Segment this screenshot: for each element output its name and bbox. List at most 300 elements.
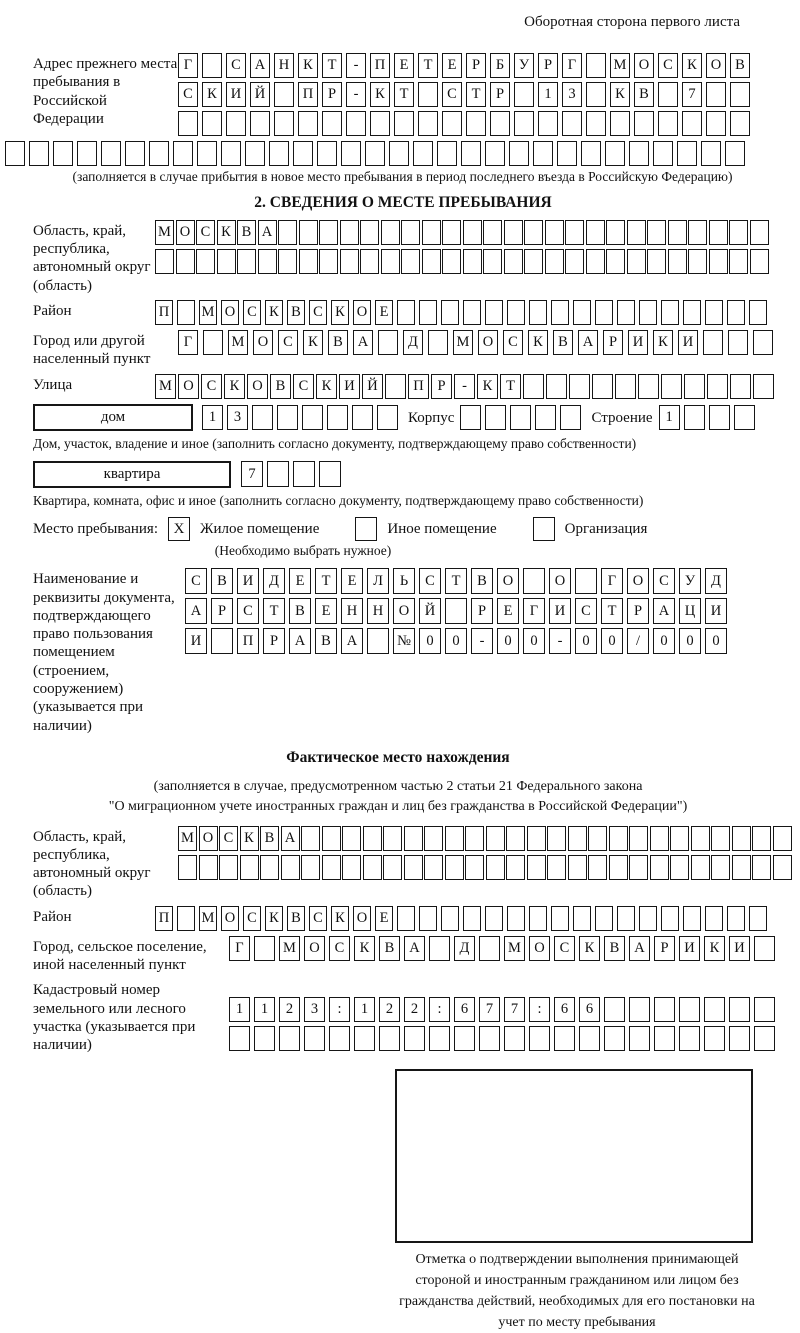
prev-address-line4 bbox=[5, 141, 788, 166]
form-cell bbox=[586, 82, 606, 107]
form-cell bbox=[413, 141, 433, 166]
form-cell: К bbox=[265, 906, 283, 931]
form-cell bbox=[586, 249, 605, 274]
form-cell bbox=[629, 855, 648, 880]
form-cell: 0 bbox=[705, 628, 727, 654]
form-cell bbox=[568, 826, 587, 851]
form-cell: В bbox=[315, 628, 337, 654]
form-cell: К bbox=[331, 906, 349, 931]
form-cell bbox=[363, 855, 382, 880]
form-cell bbox=[650, 826, 669, 851]
form-cell: С bbox=[554, 936, 575, 961]
form-cell bbox=[101, 141, 121, 166]
form-cell bbox=[485, 141, 505, 166]
form-cell: В bbox=[604, 936, 625, 961]
form-cell: 7 bbox=[682, 82, 702, 107]
form-cell: Е bbox=[442, 53, 462, 78]
form-cell: Г bbox=[562, 53, 582, 78]
form-cell bbox=[217, 249, 236, 274]
checkbox-inoe bbox=[355, 517, 377, 541]
form-cell: 2 bbox=[279, 997, 300, 1022]
form-cell bbox=[677, 141, 697, 166]
form-cell: Р bbox=[211, 598, 233, 624]
form-cell bbox=[507, 300, 525, 325]
form-cell bbox=[299, 249, 318, 274]
form-cell: С bbox=[503, 330, 523, 355]
form-cell bbox=[617, 300, 635, 325]
form-cell bbox=[178, 111, 198, 136]
form-cell bbox=[711, 855, 730, 880]
form-cell bbox=[730, 111, 750, 136]
form-cell bbox=[606, 220, 625, 245]
form-cell: М bbox=[199, 300, 217, 325]
form-cell bbox=[125, 141, 145, 166]
prev-address-block bbox=[33, 53, 788, 136]
form-cell: И bbox=[679, 936, 700, 961]
form-cell: К bbox=[265, 300, 283, 325]
region-line2 bbox=[155, 249, 769, 274]
form-cell bbox=[465, 855, 484, 880]
form-cell bbox=[557, 141, 577, 166]
form-cell bbox=[197, 141, 217, 166]
form-cell bbox=[670, 855, 689, 880]
form-cell: П bbox=[408, 374, 429, 399]
form-cell: М bbox=[178, 826, 197, 851]
form-cell bbox=[340, 220, 359, 245]
form-cell: Д bbox=[705, 568, 727, 594]
form-cell: И bbox=[729, 936, 750, 961]
form-cell bbox=[267, 461, 289, 487]
form-cell bbox=[753, 374, 774, 399]
form-cell bbox=[610, 111, 630, 136]
form-cell bbox=[490, 111, 510, 136]
form-cell bbox=[658, 111, 678, 136]
form-cell bbox=[533, 141, 553, 166]
korpus-label: Корпус bbox=[408, 410, 455, 427]
form-cell: С bbox=[442, 82, 462, 107]
form-cell bbox=[609, 826, 628, 851]
form-cell bbox=[486, 826, 505, 851]
form-cell bbox=[604, 997, 625, 1022]
form-cell bbox=[445, 826, 464, 851]
form-cell: 0 bbox=[653, 628, 675, 654]
form-cell bbox=[479, 1026, 500, 1051]
form-cell: П bbox=[237, 628, 259, 654]
form-cell: 2 bbox=[404, 997, 425, 1022]
form-cell: К bbox=[579, 936, 600, 961]
form-cell bbox=[554, 1026, 575, 1051]
form-cell: П bbox=[370, 53, 390, 78]
form-cell bbox=[454, 1026, 475, 1051]
form-cell bbox=[684, 405, 705, 430]
form-cell: 0 bbox=[445, 628, 467, 654]
form-cell bbox=[506, 855, 525, 880]
form-cell bbox=[196, 249, 215, 274]
form-cell bbox=[485, 405, 506, 430]
form-cell: С bbox=[293, 374, 314, 399]
form-cell bbox=[419, 300, 437, 325]
factual-city-label: Город, сельское поселение, иной населенный пункт bbox=[33, 938, 207, 974]
form-cell bbox=[647, 249, 666, 274]
form-cell: П bbox=[155, 300, 173, 325]
form-cell: А bbox=[404, 936, 425, 961]
form-cell: О bbox=[221, 906, 239, 931]
form-cell bbox=[727, 300, 745, 325]
form-cell bbox=[428, 330, 448, 355]
form-cell: : bbox=[429, 997, 450, 1022]
form-cell: 0 bbox=[523, 628, 545, 654]
form-cell: В bbox=[270, 374, 291, 399]
form-cell bbox=[579, 1026, 600, 1051]
form-cell bbox=[322, 855, 341, 880]
form-cell: Н bbox=[274, 53, 294, 78]
form-cell bbox=[661, 300, 679, 325]
form-cell: Р bbox=[322, 82, 342, 107]
form-cell bbox=[711, 826, 730, 851]
form-cell: О bbox=[706, 53, 726, 78]
form-cell bbox=[377, 405, 398, 430]
form-cell: 0 bbox=[419, 628, 441, 654]
form-cell: О bbox=[221, 300, 239, 325]
form-cell bbox=[381, 220, 400, 245]
form-cell bbox=[370, 111, 390, 136]
form-cell: - bbox=[549, 628, 571, 654]
form-cell: Н bbox=[341, 598, 363, 624]
form-cell bbox=[729, 220, 748, 245]
prev-address-cells bbox=[178, 53, 750, 136]
form-cell: Т bbox=[315, 568, 337, 594]
city-block bbox=[33, 330, 788, 369]
form-cell bbox=[173, 141, 193, 166]
form-cell bbox=[250, 111, 270, 136]
form-cell: - bbox=[454, 374, 475, 399]
form-cell bbox=[463, 249, 482, 274]
form-cell: 0 bbox=[575, 628, 597, 654]
form-cell bbox=[670, 826, 689, 851]
form-cell: К bbox=[202, 82, 222, 107]
form-cell bbox=[177, 906, 195, 931]
form-cell bbox=[629, 1026, 650, 1051]
region-block bbox=[33, 220, 788, 295]
form-cell bbox=[705, 906, 723, 931]
form-cell bbox=[29, 141, 49, 166]
form-cell bbox=[729, 1026, 750, 1051]
form-cell: Ц bbox=[679, 598, 701, 624]
form-cell bbox=[727, 906, 745, 931]
form-cell bbox=[341, 141, 361, 166]
form-cell: С bbox=[243, 300, 261, 325]
form-cell bbox=[581, 141, 601, 166]
form-cell bbox=[441, 906, 459, 931]
form-cell bbox=[661, 906, 679, 931]
form-cell bbox=[551, 906, 569, 931]
form-cell bbox=[279, 1026, 300, 1051]
form-cell: Н bbox=[367, 598, 389, 624]
cadastre-block bbox=[33, 979, 788, 1054]
form-cell: Е bbox=[375, 906, 393, 931]
house-cells bbox=[202, 405, 398, 430]
form-cell bbox=[634, 111, 654, 136]
form-cell: 1 bbox=[538, 82, 558, 107]
form-cell: В bbox=[237, 220, 256, 245]
form-cell: : bbox=[529, 997, 550, 1022]
form-cell: М bbox=[610, 53, 630, 78]
form-cell: Е bbox=[375, 300, 393, 325]
form-cell bbox=[299, 220, 318, 245]
form-cell bbox=[260, 855, 279, 880]
form-cell bbox=[483, 249, 502, 274]
form-cell: О bbox=[549, 568, 571, 594]
form-cell: Р bbox=[431, 374, 452, 399]
form-cell bbox=[504, 1026, 525, 1051]
house-row bbox=[33, 404, 788, 431]
form-cell: Е bbox=[341, 568, 363, 594]
form-cell: Е bbox=[315, 598, 337, 624]
form-cell bbox=[538, 111, 558, 136]
form-cell: С bbox=[185, 568, 207, 594]
form-cell bbox=[203, 330, 223, 355]
form-cell: О bbox=[353, 906, 371, 931]
form-cell: С bbox=[278, 330, 298, 355]
city-line bbox=[178, 330, 773, 355]
form-cell: А bbox=[629, 936, 650, 961]
district-label: Район bbox=[33, 303, 72, 320]
form-cell: О bbox=[253, 330, 273, 355]
form-cell bbox=[573, 906, 591, 931]
form-cell: - bbox=[346, 82, 366, 107]
form-cell bbox=[752, 855, 771, 880]
form-cell bbox=[293, 141, 313, 166]
form-cell bbox=[705, 300, 723, 325]
form-cell bbox=[529, 1026, 550, 1051]
form-cell: 7 bbox=[479, 997, 500, 1022]
form-cell: С bbox=[329, 936, 350, 961]
form-cell bbox=[442, 249, 461, 274]
form-cell: С bbox=[658, 53, 678, 78]
form-cell bbox=[627, 220, 646, 245]
stamp-area bbox=[395, 1069, 759, 1333]
form-cell bbox=[317, 141, 337, 166]
form-cell bbox=[575, 568, 597, 594]
form-cell bbox=[728, 330, 748, 355]
form-cell bbox=[302, 405, 323, 430]
form-cell bbox=[514, 82, 534, 107]
form-cell bbox=[754, 936, 775, 961]
form-cell bbox=[688, 220, 707, 245]
form-cell bbox=[441, 300, 459, 325]
form-cell bbox=[422, 249, 441, 274]
form-cell: В bbox=[553, 330, 573, 355]
place-type-note: (Необходимо выбрать нужное) bbox=[214, 543, 392, 559]
street-line bbox=[155, 374, 774, 399]
apartment-cells bbox=[241, 461, 341, 487]
form-cell bbox=[342, 855, 361, 880]
form-cell bbox=[354, 1026, 375, 1051]
form-cell: Д bbox=[454, 936, 475, 961]
form-cell: А bbox=[185, 598, 207, 624]
form-cell bbox=[322, 826, 341, 851]
form-cell bbox=[383, 826, 402, 851]
stamp-caption: Отметка о подтверждении выполнения принимающей стороной и иностранным гражданином или лицом без гражданства действий, необходимых для его постановки на учет по месту пребывания bbox=[399, 1251, 755, 1330]
form-cell bbox=[615, 374, 636, 399]
form-cell bbox=[754, 1026, 775, 1051]
form-cell bbox=[463, 300, 481, 325]
form-cell: К bbox=[653, 330, 673, 355]
form-cell bbox=[661, 374, 682, 399]
checkbox-zhiloe: X bbox=[168, 517, 190, 541]
form-cell: И bbox=[226, 82, 246, 107]
form-cell bbox=[424, 826, 443, 851]
form-cell bbox=[319, 220, 338, 245]
form-cell: С bbox=[309, 906, 327, 931]
form-cell bbox=[394, 111, 414, 136]
form-cell bbox=[639, 300, 657, 325]
form-cell bbox=[149, 141, 169, 166]
form-cell: И bbox=[549, 598, 571, 624]
form-cell: М bbox=[155, 374, 176, 399]
form-cell: Р bbox=[471, 598, 493, 624]
form-cell bbox=[319, 461, 341, 487]
form-cell bbox=[258, 249, 277, 274]
form-cell bbox=[301, 826, 320, 851]
form-cell: Г bbox=[601, 568, 623, 594]
form-cell bbox=[527, 855, 546, 880]
form-cell bbox=[647, 220, 666, 245]
form-cell bbox=[629, 141, 649, 166]
form-cell bbox=[274, 111, 294, 136]
form-cell bbox=[529, 906, 547, 931]
form-cell: 3 bbox=[562, 82, 582, 107]
form-cell: 1 bbox=[229, 997, 250, 1022]
form-cell: О bbox=[478, 330, 498, 355]
form-cell bbox=[734, 405, 755, 430]
form-cell bbox=[219, 855, 238, 880]
form-cell bbox=[592, 374, 613, 399]
form-cell bbox=[617, 906, 635, 931]
form-cell bbox=[509, 141, 529, 166]
form-cell bbox=[229, 1026, 250, 1051]
form-cell: Й bbox=[250, 82, 270, 107]
form-cell bbox=[53, 141, 73, 166]
form-cell: 6 bbox=[554, 997, 575, 1022]
form-cell bbox=[703, 330, 723, 355]
form-cell bbox=[177, 300, 195, 325]
form-cell: В bbox=[260, 826, 279, 851]
form-cell bbox=[404, 855, 423, 880]
form-cell bbox=[281, 855, 300, 880]
form-cell: О bbox=[353, 300, 371, 325]
form-cell: С bbox=[575, 598, 597, 624]
form-cell: 1 bbox=[354, 997, 375, 1022]
form-cell bbox=[658, 82, 678, 107]
form-cell: В bbox=[289, 598, 311, 624]
form-cell: К bbox=[331, 300, 349, 325]
form-cell: 0 bbox=[679, 628, 701, 654]
form-cell bbox=[363, 826, 382, 851]
form-cell: С bbox=[178, 82, 198, 107]
factual-region-block bbox=[33, 826, 788, 901]
form-cell bbox=[485, 906, 503, 931]
street-label: Улица bbox=[33, 376, 73, 393]
cadastre-line2 bbox=[229, 1026, 775, 1051]
form-cell bbox=[706, 111, 726, 136]
form-cell: Й bbox=[419, 598, 441, 624]
region-cells bbox=[155, 220, 769, 274]
form-cell: О bbox=[393, 598, 415, 624]
form-cell: М bbox=[453, 330, 473, 355]
form-cell: М bbox=[279, 936, 300, 961]
form-cell bbox=[237, 249, 256, 274]
form-cell: Р bbox=[466, 53, 486, 78]
form-cell: Д bbox=[403, 330, 423, 355]
stamp-box bbox=[395, 1069, 753, 1243]
apartment-type-box: квартира bbox=[33, 461, 231, 488]
form-cell: П bbox=[298, 82, 318, 107]
form-cell bbox=[278, 249, 297, 274]
form-cell bbox=[252, 405, 273, 430]
form-cell: Р bbox=[603, 330, 623, 355]
prev-address-label: Адрес прежнего места пребывания в Российской Федерации bbox=[33, 56, 178, 127]
city-label: Город или другой населенный пункт bbox=[33, 333, 151, 368]
document-block bbox=[33, 568, 788, 735]
form-cell bbox=[424, 855, 443, 880]
form-cell: В bbox=[471, 568, 493, 594]
form-cell bbox=[569, 374, 590, 399]
form-cell: № bbox=[393, 628, 415, 654]
form-cell bbox=[535, 405, 556, 430]
form-cell bbox=[606, 249, 625, 274]
region-label: Область, край, республика, автономный округ (область) bbox=[33, 222, 151, 294]
form-cell: А bbox=[250, 53, 270, 78]
form-cell: 1 bbox=[202, 405, 223, 430]
form-cell: Д bbox=[263, 568, 285, 594]
form-cell bbox=[507, 906, 525, 931]
form-cell: И bbox=[628, 330, 648, 355]
form-cell: И bbox=[339, 374, 360, 399]
form-cell bbox=[340, 249, 359, 274]
form-cell bbox=[682, 111, 702, 136]
form-cell bbox=[346, 111, 366, 136]
form-cell: О bbox=[176, 220, 195, 245]
form-cell bbox=[466, 111, 486, 136]
form-cell: Р bbox=[490, 82, 510, 107]
form-cell: Т bbox=[322, 53, 342, 78]
form-cell bbox=[568, 855, 587, 880]
form-cell bbox=[437, 141, 457, 166]
form-cell: Т bbox=[500, 374, 521, 399]
form-cell bbox=[565, 220, 584, 245]
form-cell bbox=[654, 997, 675, 1022]
form-cell bbox=[445, 855, 464, 880]
factual-city-block bbox=[33, 936, 788, 975]
form-cell bbox=[732, 826, 751, 851]
form-cell bbox=[383, 855, 402, 880]
form-cell: К bbox=[240, 826, 259, 851]
form-cell bbox=[322, 111, 342, 136]
form-cell bbox=[679, 997, 700, 1022]
form-cell bbox=[565, 249, 584, 274]
form-cell bbox=[701, 141, 721, 166]
checkbox-organizaciya bbox=[533, 517, 555, 541]
form-cell bbox=[654, 1026, 675, 1051]
form-cell bbox=[773, 855, 792, 880]
form-cell: О bbox=[529, 936, 550, 961]
form-cell: Т bbox=[445, 568, 467, 594]
prev-address-line3 bbox=[178, 111, 750, 136]
form-cell bbox=[638, 374, 659, 399]
form-cell: М bbox=[155, 220, 174, 245]
cadastre-cells bbox=[229, 979, 775, 1051]
